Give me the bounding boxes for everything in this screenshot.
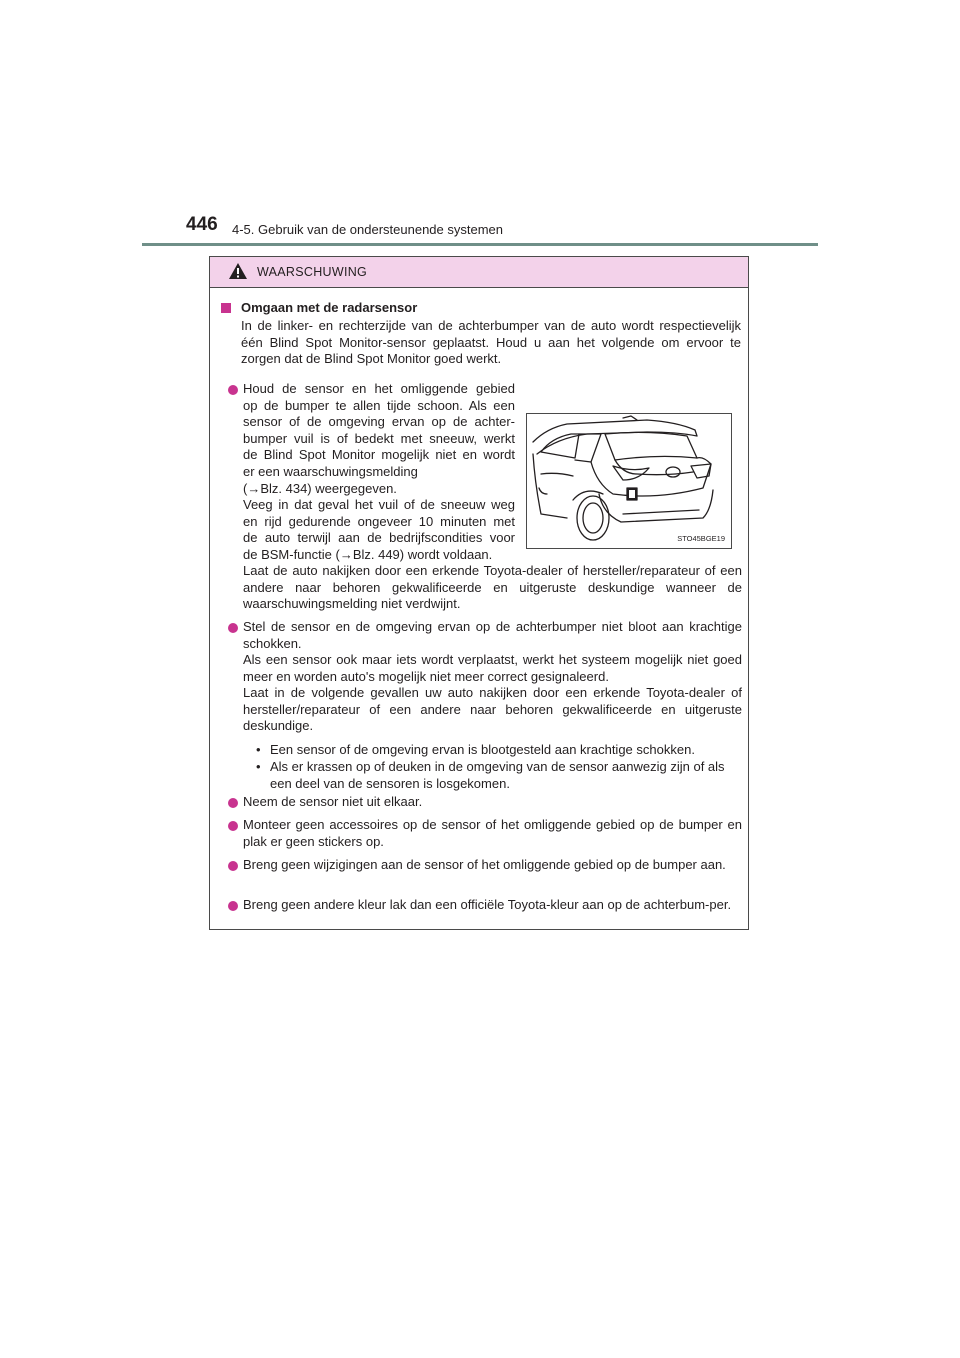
bullet-dot-icon [228, 861, 238, 871]
bullet1-line: sensor of de omgeving ervan op de achter- [243, 414, 515, 430]
bullet3-text: Neem de sensor niet uit elkaar. [243, 794, 423, 809]
bullet1-line: op de bumper te allen tijde schoon. Als een [243, 397, 515, 413]
bullet1-line: Veeg in dat geval het vuil of de sneeuw weg [243, 497, 515, 513]
intro-paragraph: In de linker- en rechterzijde van de achterbumper van de auto wordt respectievelijk één Blind Spot Monitor-sensor geplaatst. Houd u aan het volgende om ervoor te zorgen dat de Blind Spot Monitor goed werkt. [241, 318, 741, 367]
bullet1-text [243, 381, 515, 564]
bullet1-line: de Blind Spot Monitor mogelijk niet en wordt [243, 447, 515, 463]
square-bullet-icon [221, 303, 231, 313]
sub-bullet-mark: • [256, 759, 261, 774]
bullet2-p3: Laat in de volgende gevallen uw auto nakijken door een erkende Toyota-dealer of hersteller/reparateur of een andere naar behoren gekwalificeerde en uitgeruste deskundige. [243, 685, 742, 734]
warning-header [210, 257, 748, 288]
bullet2-p1: Stel de sensor en de omgeving ervan op de achterbumper niet bloot aan krachtige schokken. [243, 619, 742, 651]
figure-id: STO45BGE19 [677, 534, 725, 543]
bullet1-line: en rijd gedurende ongeveer 10 minuten met [243, 513, 515, 529]
page-number: 446 [186, 214, 218, 235]
bullet1-line: bumper vuil is of bedekt met sneeuw, werkt [243, 430, 515, 446]
bullet1-follow: Laat de auto nakijken door een erkende Toyota-dealer of hersteller/reparateur of een andere naar behoren gekwalificeerde en uitgeruste deskundige wanneer de waarschuwingsmelding niet verdwijnt. [243, 563, 742, 612]
bullet1-line: de auto terwijl aan de bedrijfscondities voor [243, 530, 515, 546]
bullet1-line: Houd de sensor en het omliggende gebied [243, 381, 515, 396]
bullet2-sub2: Als er krassen op of deuken in de omgeving van de sensor aanwezig zijn of als een deel van de sensoren is losgekomen. [270, 759, 725, 791]
warning-label: WAARSCHUWING [257, 265, 368, 279]
bullet1-line: de BSM-functie (→Blz. 449) wordt voldaan. [243, 546, 493, 562]
bullet-dot-icon [228, 798, 238, 808]
bullet2-sub1: Een sensor of de omgeving ervan is blootgesteld aan krachtige schokken. [270, 742, 695, 757]
bullet-dot-icon [228, 901, 238, 911]
sub-bullet-mark: • [256, 742, 261, 757]
bullet2-p2: Als een sensor ook maar iets wordt verplaatst, werkt het systeem mogelijk niet goed meer en worden auto's mogelijk niet meer correct gesignaleerd. [243, 652, 742, 684]
page-header [186, 214, 826, 246]
bullet6-text: Breng geen andere kleur lak dan een officiële Toyota-kleur aan op de achterbum-per. [243, 897, 732, 912]
car-rear-drawing [527, 414, 731, 548]
bullet-dot-icon [228, 821, 238, 831]
section-title: 4-5. Gebruik van de ondersteunende systemen [232, 222, 504, 237]
bullet-dot-icon [228, 385, 238, 395]
section-heading: Omgaan met de radarsensor [241, 300, 418, 315]
bullet-dot-icon [228, 623, 238, 633]
bullet1-line: (→Blz. 434) weergegeven. [243, 480, 397, 496]
header-rule [142, 243, 818, 246]
warning-triangle-icon [228, 262, 248, 280]
car-rear-illustration [526, 413, 732, 549]
bullet4-text: Monteer geen accessoires op de sensor of het omliggende gebied op de bumper en plak er geen stickers op. [243, 817, 742, 849]
bullet1-line: er een waarschuwingsmelding [243, 463, 418, 479]
warning-box [209, 256, 749, 930]
bullet5-text: Breng geen wijzigingen aan de sensor of het omliggende gebied op de bumper aan. [243, 857, 726, 872]
